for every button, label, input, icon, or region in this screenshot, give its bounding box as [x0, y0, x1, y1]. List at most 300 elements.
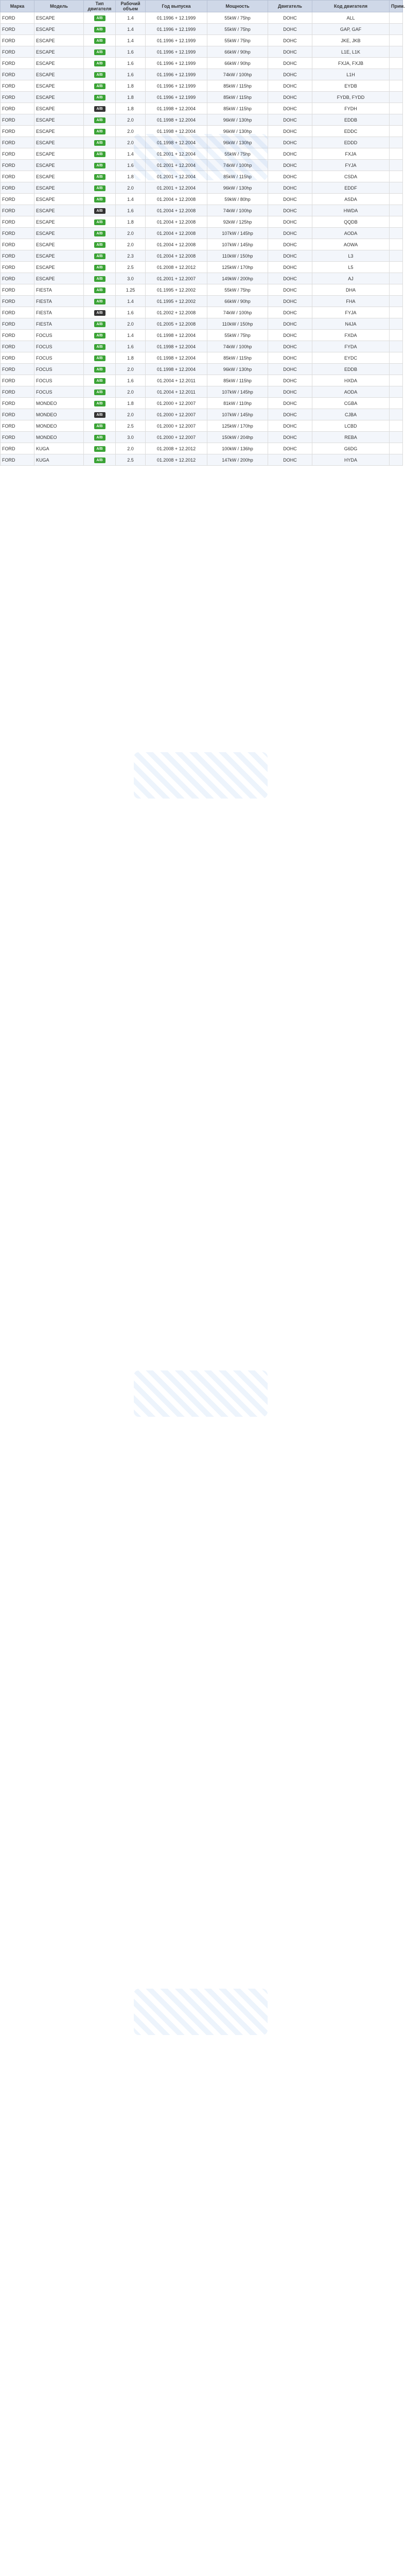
cell-engine-type: [84, 443, 116, 454]
cell-model: ESCAPE: [34, 35, 84, 46]
type-badge: A/B: [94, 299, 105, 304]
cell-note: [390, 296, 403, 307]
cell-volume: 2.0: [116, 182, 146, 194]
table-row: [1, 160, 403, 171]
type-badge: A/B: [94, 457, 105, 463]
cell-power: 55kW / 75hp: [207, 148, 268, 160]
table-body: [1, 12, 403, 466]
table-row: [1, 12, 403, 24]
cell-engine-type: [84, 250, 116, 262]
cell-year: 01.1996 + 12.1999: [146, 12, 207, 24]
type-badge: A/B: [94, 242, 105, 248]
cell-engine: DOHC: [268, 250, 312, 262]
cell-year: 01.2004 + 12.2008: [146, 205, 207, 216]
cell-note: [390, 137, 403, 148]
cell-engine: DOHC: [268, 148, 312, 160]
cell-engine-code: FYDB, FYDD: [312, 92, 390, 103]
cell-engine-code: EDDB: [312, 364, 390, 375]
cell-model: MONDEO: [34, 398, 84, 409]
type-badge: A/B: [94, 355, 105, 361]
cell-marka: FORD: [1, 69, 34, 80]
type-badge: A/B: [94, 15, 105, 21]
type-badge: A/B: [94, 27, 105, 32]
cell-engine-code: FYDA: [312, 341, 390, 352]
cell-note: [390, 420, 403, 432]
table-row: [1, 432, 403, 443]
cell-power: 107kW / 145hp: [207, 239, 268, 250]
type-badge: A/B: [94, 95, 105, 100]
cell-year: 01.1998 + 12.2004: [146, 114, 207, 126]
cell-power: 100kW / 136hp: [207, 443, 268, 454]
cell-marka: FORD: [1, 205, 34, 216]
type-badge: A/B: [94, 231, 105, 236]
cell-engine-code: L1E, L1K: [312, 46, 390, 58]
cell-engine-code: HWDA: [312, 205, 390, 216]
cell-power: 96kW / 130hp: [207, 137, 268, 148]
type-badge: A/B: [94, 344, 105, 350]
cell-engine: DOHC: [268, 137, 312, 148]
table-row: [1, 46, 403, 58]
cell-volume: 1.6: [116, 341, 146, 352]
cell-volume: 1.4: [116, 194, 146, 205]
cell-marka: FORD: [1, 420, 34, 432]
cell-engine: DOHC: [268, 352, 312, 364]
type-badge: A/B: [94, 446, 105, 452]
table-row: [1, 194, 403, 205]
cell-volume: 3.0: [116, 273, 146, 284]
cell-note: [390, 250, 403, 262]
cell-model: FIESTA: [34, 318, 84, 330]
cell-marka: FORD: [1, 46, 34, 58]
cell-marka: FORD: [1, 375, 34, 386]
cell-engine: DOHC: [268, 80, 312, 92]
cell-year: 01.1998 + 12.2004: [146, 352, 207, 364]
cell-marka: FORD: [1, 284, 34, 296]
cell-engine-type: [84, 420, 116, 432]
cell-engine-type: [84, 398, 116, 409]
cell-marka: FORD: [1, 307, 34, 318]
cell-marka: FORD: [1, 24, 34, 35]
cell-engine-code: EDDD: [312, 137, 390, 148]
cell-note: [390, 352, 403, 364]
table-row: [1, 24, 403, 35]
cell-power: 96kW / 130hp: [207, 364, 268, 375]
cell-model: KUGA: [34, 443, 84, 454]
cell-note: [390, 92, 403, 103]
type-badge: A/B: [94, 367, 105, 372]
cell-engine: DOHC: [268, 126, 312, 137]
cell-power: 81kW / 110hp: [207, 398, 268, 409]
cell-engine-code: REBA: [312, 432, 390, 443]
table-row: [1, 284, 403, 296]
header-volume: Рабочий объем: [116, 1, 146, 12]
type-badge: A/B: [94, 310, 105, 316]
table-row: [1, 103, 403, 114]
table-row: [1, 114, 403, 126]
cell-note: [390, 46, 403, 58]
type-badge: A/B: [94, 265, 105, 270]
cell-power: 110kW / 150hp: [207, 250, 268, 262]
table-row: [1, 58, 403, 69]
cell-power: 85kW / 115hp: [207, 171, 268, 182]
cell-volume: 2.5: [116, 420, 146, 432]
cell-power: 96kW / 130hp: [207, 126, 268, 137]
cell-volume: 1.4: [116, 12, 146, 24]
cell-model: ESCAPE: [34, 12, 84, 24]
cell-year: 01.2001 + 12.2004: [146, 182, 207, 194]
table-row: [1, 126, 403, 137]
table-row: [1, 250, 403, 262]
cell-volume: 1.4: [116, 148, 146, 160]
watermark: [134, 1989, 268, 2035]
cell-volume: 1.4: [116, 24, 146, 35]
cell-marka: FORD: [1, 432, 34, 443]
cell-year: 01.2008 + 12.2012: [146, 454, 207, 466]
type-badge: A/B: [94, 219, 105, 225]
cell-engine-code: AODA: [312, 386, 390, 398]
cell-engine-type: [84, 103, 116, 114]
cell-note: [390, 103, 403, 114]
cell-marka: FORD: [1, 171, 34, 182]
cell-note: [390, 307, 403, 318]
cell-year: 01.2005 + 12.2008: [146, 318, 207, 330]
cell-volume: 1.6: [116, 205, 146, 216]
cell-year: 01.2008 + 12.2012: [146, 262, 207, 273]
cell-marka: FORD: [1, 103, 34, 114]
type-badge: A/B: [94, 72, 105, 78]
cell-year: 01.1998 + 12.2004: [146, 137, 207, 148]
cell-year: 01.1996 + 12.1999: [146, 35, 207, 46]
type-badge: A/B: [94, 412, 105, 418]
cell-model: MONDEO: [34, 432, 84, 443]
cell-power: 107kW / 145hp: [207, 386, 268, 398]
type-badge: A/B: [94, 129, 105, 134]
cell-engine-type: [84, 58, 116, 69]
table-row: [1, 296, 403, 307]
type-badge: A/B: [94, 208, 105, 214]
header-marka: Марка: [1, 1, 34, 12]
cell-model: ESCAPE: [34, 205, 84, 216]
table-row: [1, 420, 403, 432]
cell-model: ESCAPE: [34, 46, 84, 58]
cell-marka: FORD: [1, 12, 34, 24]
cell-engine-type: [84, 160, 116, 171]
cell-engine: DOHC: [268, 443, 312, 454]
header-power: Мощность: [207, 1, 268, 12]
cell-engine: DOHC: [268, 92, 312, 103]
cell-model: ESCAPE: [34, 262, 84, 273]
cell-power: 125kW / 170hp: [207, 262, 268, 273]
cell-volume: 2.0: [116, 239, 146, 250]
cell-volume: 2.0: [116, 364, 146, 375]
cell-marka: FORD: [1, 330, 34, 341]
cell-model: ESCAPE: [34, 250, 84, 262]
cell-note: [390, 284, 403, 296]
cell-engine-type: [84, 69, 116, 80]
cell-engine: DOHC: [268, 262, 312, 273]
cell-engine: DOHC: [268, 364, 312, 375]
cell-engine-type: [84, 262, 116, 273]
cell-model: MONDEO: [34, 420, 84, 432]
table-row: [1, 216, 403, 228]
cell-year: 01.2002 + 12.2008: [146, 307, 207, 318]
cell-volume: 1.8: [116, 171, 146, 182]
cell-engine: DOHC: [268, 296, 312, 307]
type-badge: A/B: [94, 185, 105, 191]
cell-model: KUGA: [34, 454, 84, 466]
cell-engine-type: [84, 148, 116, 160]
cell-marka: FORD: [1, 80, 34, 92]
cell-year: 01.2004 + 12.2008: [146, 239, 207, 250]
cell-engine-code: EDDC: [312, 126, 390, 137]
cell-note: [390, 148, 403, 160]
cell-year: 01.1998 + 12.2004: [146, 341, 207, 352]
cell-engine-type: [84, 284, 116, 296]
table-row: [1, 307, 403, 318]
cell-engine: DOHC: [268, 409, 312, 420]
cell-engine-type: [84, 352, 116, 364]
cell-note: [390, 330, 403, 341]
table-row: [1, 262, 403, 273]
cell-engine-code: ALL: [312, 12, 390, 24]
table-row: [1, 409, 403, 420]
table-header-row: [1, 1, 403, 12]
cell-engine-type: [84, 114, 116, 126]
cell-engine: DOHC: [268, 284, 312, 296]
cell-year: 01.2000 + 12.2007: [146, 409, 207, 420]
header-year: Год выпуска: [146, 1, 207, 12]
cell-engine: DOHC: [268, 239, 312, 250]
cell-power: 85kW / 115hp: [207, 352, 268, 364]
table-row: [1, 228, 403, 239]
cell-year: 01.2001 + 12.2004: [146, 148, 207, 160]
cell-volume: 2.0: [116, 443, 146, 454]
cell-year: 01.1995 + 12.2002: [146, 296, 207, 307]
table-row: [1, 273, 403, 284]
cell-engine-code: EYDC: [312, 352, 390, 364]
table-row: [1, 364, 403, 375]
cell-marka: FORD: [1, 126, 34, 137]
cell-engine-type: [84, 409, 116, 420]
table-row: [1, 375, 403, 386]
cell-model: ESCAPE: [34, 24, 84, 35]
cell-model: ESCAPE: [34, 171, 84, 182]
type-badge: A/B: [94, 253, 105, 259]
cell-model: ESCAPE: [34, 126, 84, 137]
cell-model: ESCAPE: [34, 58, 84, 69]
cell-volume: 1.8: [116, 80, 146, 92]
cell-engine-code: FXJA: [312, 148, 390, 160]
cell-engine-type: [84, 375, 116, 386]
cell-marka: FORD: [1, 341, 34, 352]
cell-engine-code: ASDA: [312, 194, 390, 205]
cell-engine-type: [84, 205, 116, 216]
type-badge: A/B: [94, 38, 105, 44]
type-badge: A/B: [94, 151, 105, 157]
cell-power: 55kW / 75hp: [207, 12, 268, 24]
cell-engine-type: [84, 182, 116, 194]
type-badge: A/B: [94, 106, 105, 112]
table-row: [1, 92, 403, 103]
cell-marka: FORD: [1, 318, 34, 330]
cell-marka: FORD: [1, 228, 34, 239]
cell-note: [390, 228, 403, 239]
cell-model: ESCAPE: [34, 103, 84, 114]
cell-engine-type: [84, 12, 116, 24]
cell-engine-code: AJ: [312, 273, 390, 284]
cell-engine-type: [84, 35, 116, 46]
cell-model: ESCAPE: [34, 239, 84, 250]
cell-marka: FORD: [1, 148, 34, 160]
cell-power: 74kW / 100hp: [207, 69, 268, 80]
cell-power: 55kW / 75hp: [207, 330, 268, 341]
cell-model: FOCUS: [34, 364, 84, 375]
cell-year: 01.2000 + 12.2007: [146, 420, 207, 432]
table-row: [1, 148, 403, 160]
cell-engine: DOHC: [268, 307, 312, 318]
cell-engine-code: L3: [312, 250, 390, 262]
cell-engine-code: AODA: [312, 228, 390, 239]
cell-year: 01.2004 + 12.2011: [146, 386, 207, 398]
cell-engine-code: G6DG: [312, 443, 390, 454]
cell-power: 85kW / 115hp: [207, 92, 268, 103]
header-engine: Двигатель: [268, 1, 312, 12]
cell-model: ESCAPE: [34, 69, 84, 80]
cell-marka: FORD: [1, 398, 34, 409]
cell-marka: FORD: [1, 92, 34, 103]
cell-note: [390, 58, 403, 69]
table-row: [1, 35, 403, 46]
cell-engine-type: [84, 273, 116, 284]
cell-engine-code: CSDA: [312, 171, 390, 182]
cell-note: [390, 273, 403, 284]
table-row: [1, 318, 403, 330]
cell-volume: 1.6: [116, 307, 146, 318]
cell-note: [390, 24, 403, 35]
cell-engine: DOHC: [268, 341, 312, 352]
cell-year: 01.2000 + 12.2007: [146, 398, 207, 409]
cell-power: 150kW / 204hp: [207, 432, 268, 443]
cell-note: [390, 160, 403, 171]
cell-volume: 2.0: [116, 409, 146, 420]
cell-engine-code: LCBD: [312, 420, 390, 432]
cell-year: 01.2004 + 12.2008: [146, 228, 207, 239]
cell-year: 01.1998 + 12.2004: [146, 364, 207, 375]
cell-engine-type: [84, 126, 116, 137]
type-badge: A/B: [94, 83, 105, 89]
cell-note: [390, 69, 403, 80]
cell-engine-type: [84, 318, 116, 330]
type-badge: A/B: [94, 389, 105, 395]
cell-model: FOCUS: [34, 375, 84, 386]
table-row: [1, 330, 403, 341]
cell-year: 01.1998 + 12.2004: [146, 330, 207, 341]
cell-engine-type: [84, 330, 116, 341]
cell-engine-code: FXJA, FXJB: [312, 58, 390, 69]
type-badge: A/B: [94, 435, 105, 440]
cell-note: [390, 171, 403, 182]
cell-volume: 1.6: [116, 375, 146, 386]
cell-engine-type: [84, 24, 116, 35]
cell-engine-type: [84, 386, 116, 398]
cell-engine: DOHC: [268, 46, 312, 58]
cell-model: FIESTA: [34, 296, 84, 307]
cell-engine-code: FXDA: [312, 330, 390, 341]
type-badge: A/B: [94, 287, 105, 293]
cell-model: MONDEO: [34, 409, 84, 420]
cell-engine-code: DHA: [312, 284, 390, 296]
cell-note: [390, 182, 403, 194]
type-badge: A/B: [94, 321, 105, 327]
cell-power: 107kW / 145hp: [207, 409, 268, 420]
cell-volume: 2.0: [116, 114, 146, 126]
cell-marka: FORD: [1, 296, 34, 307]
cell-power: 66kW / 90hp: [207, 296, 268, 307]
cell-power: 74kW / 100hp: [207, 160, 268, 171]
cell-engine-type: [84, 46, 116, 58]
cell-engine-type: [84, 80, 116, 92]
cell-engine: DOHC: [268, 454, 312, 466]
cell-engine: DOHC: [268, 160, 312, 171]
cell-engine: DOHC: [268, 58, 312, 69]
cell-model: ESCAPE: [34, 92, 84, 103]
cell-power: 74kW / 100hp: [207, 205, 268, 216]
cell-engine: DOHC: [268, 420, 312, 432]
table-row: [1, 182, 403, 194]
watermark: [134, 1370, 268, 1417]
cell-engine-code: L5: [312, 262, 390, 273]
header-model: Модель: [34, 1, 84, 12]
cell-power: 149kW / 200hp: [207, 273, 268, 284]
cell-model: FIESTA: [34, 284, 84, 296]
cell-note: [390, 432, 403, 443]
cell-year: 01.1996 + 12.1999: [146, 46, 207, 58]
cell-engine-type: [84, 171, 116, 182]
cell-engine: DOHC: [268, 216, 312, 228]
cell-year: 01.1998 + 12.2004: [146, 126, 207, 137]
table-row: [1, 341, 403, 352]
cell-year: 01.1996 + 12.1999: [146, 58, 207, 69]
cell-year: 01.2001 + 12.2004: [146, 171, 207, 182]
cell-model: FOCUS: [34, 330, 84, 341]
type-badge: A/B: [94, 333, 105, 338]
cell-engine: DOHC: [268, 398, 312, 409]
cell-year: 01.1995 + 12.2002: [146, 284, 207, 296]
type-badge: A/B: [94, 401, 105, 406]
cell-engine-code: EDDB: [312, 114, 390, 126]
type-badge: A/B: [94, 61, 105, 66]
cell-engine-code: EYDB: [312, 80, 390, 92]
cell-volume: 1.6: [116, 58, 146, 69]
table-row: [1, 137, 403, 148]
cell-note: [390, 239, 403, 250]
cell-engine: DOHC: [268, 103, 312, 114]
type-badge: A/B: [94, 197, 105, 202]
cell-engine-type: [84, 228, 116, 239]
cell-engine-code: AOWA: [312, 239, 390, 250]
cell-year: 01.2001 + 12.2004: [146, 160, 207, 171]
cell-power: 74kW / 100hp: [207, 307, 268, 318]
cell-power: 107kW / 145hp: [207, 228, 268, 239]
cell-year: 01.2000 + 12.2007: [146, 432, 207, 443]
cell-engine-type: [84, 454, 116, 466]
cell-volume: 1.8: [116, 352, 146, 364]
cell-power: 85kW / 115hp: [207, 80, 268, 92]
cell-volume: 1.4: [116, 330, 146, 341]
cell-marka: FORD: [1, 409, 34, 420]
cell-power: 85kW / 115hp: [207, 375, 268, 386]
header-note: Прим.: [390, 1, 403, 12]
